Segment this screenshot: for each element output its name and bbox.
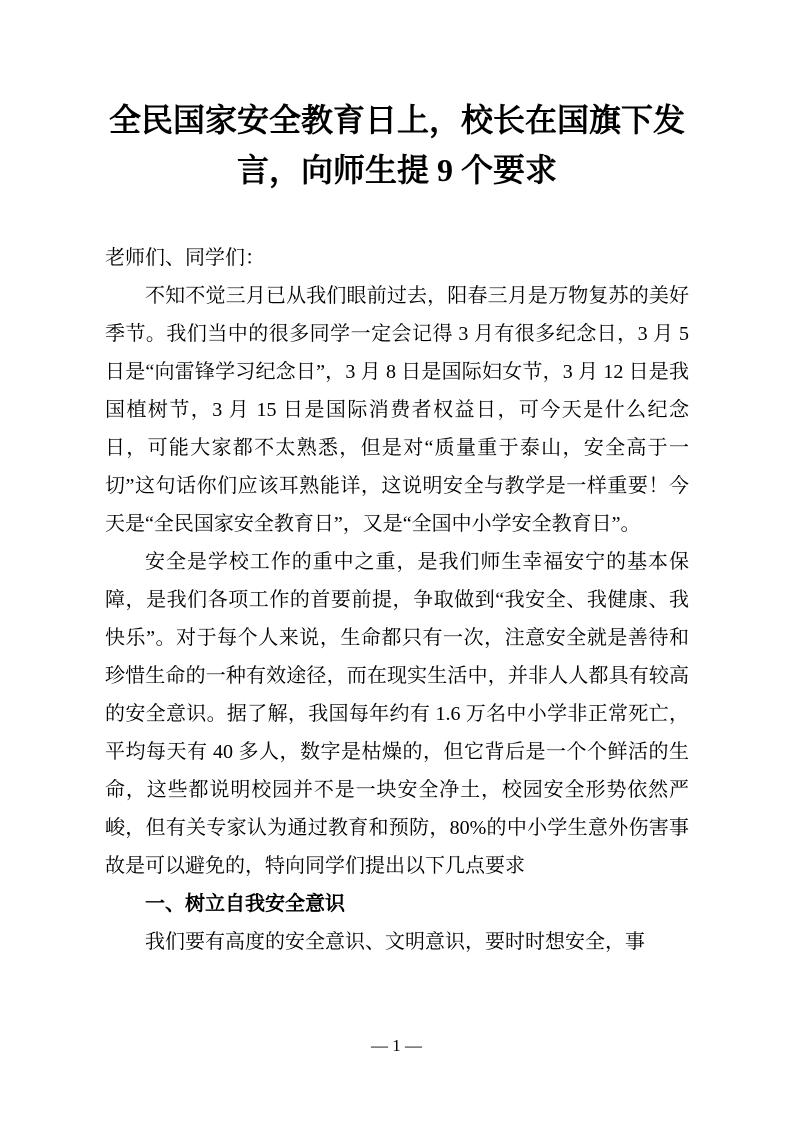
paragraph-intro: 不知不觉三月已从我们眼前过去，阳春三月是万物复苏的美好季节。我们当中的很多同学一定会记得 3 月有很多纪念日，3 月 5 日是“向雷锋学习纪念日”，3 月 8 日是国际妇女节，3 月 12 日是我国植树节，3 月 15 日是国际消费者权益日，可今天是什么纪念日，可能大家都不太熟悉，但是对“质量重于泰山，安全高于一切”这句话你们应该耳熟能详，这说明安全与教学是一样重要！今天是“全民国家安全教育日”，又是“全国中小学安全教育日”。 bbox=[105, 285, 689, 535]
document-title: 全民国家安全教育日上，校长在国旗下发言，向师生提 9 个要求 bbox=[108, 102, 685, 188]
paragraph-safety-importance: 安全是学校工作的重中之重，是我们师生幸福安宁的基本保障，是我们各项工作的首要前提，争取做到“我安全、我健康、我快乐”。对于每个人来说，生命都只有一次，注意安全就是善待和珍惜生命的一种有效途径，而在现实生活中，并非人人都具有较高的安全意识。据了解，我国每年约有 1.6 万名中小学非正常死亡，平均每天有 40 多人，数字是枯燥的，但它背后是一个个鲜活的生命，这些都说明校园并不是一块安全净土，校园安全形势依然严峻，但有关专家认为通过教育和预防，80%的中小学生意外伤害事故是可以避免的，特向同学们提出以下几点要求 bbox=[105, 551, 689, 877]
salutation: 老师们、同学们： bbox=[105, 247, 265, 269]
paragraph-section-body: 我们要有高度的安全意识、文明意识，要时时想安全，事 bbox=[145, 931, 645, 953]
section-heading-self-safety-awareness: 一、树立自我安全意识 bbox=[145, 893, 345, 915]
document-body bbox=[105, 239, 689, 961]
page-number: — 1 — bbox=[371, 1036, 422, 1055]
